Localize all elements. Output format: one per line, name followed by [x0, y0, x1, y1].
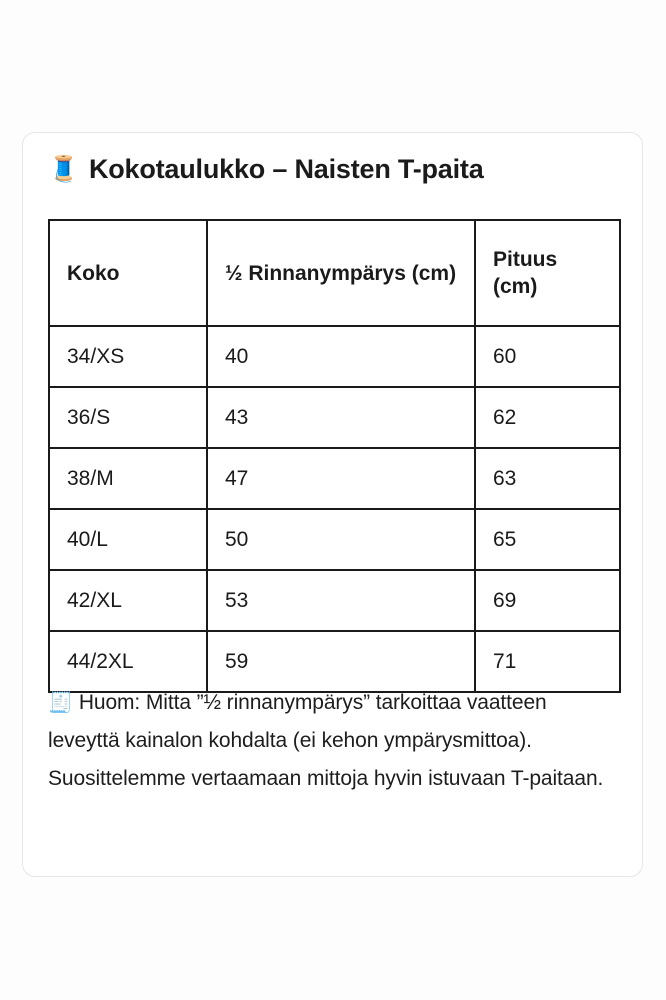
size-chart-card [22, 132, 643, 877]
cell-koko: 42/XL [49, 570, 207, 631]
cell-pituus: 71 [475, 631, 620, 692]
column-header-rinnanymparys: ½ Rinnanympärys (cm) [207, 220, 475, 326]
page-title-text: Kokotaulukko – Naisten T-paita [88, 154, 484, 184]
table-row [49, 448, 620, 509]
cell-koko: 34/XS [49, 326, 207, 387]
cell-pituus: 65 [475, 509, 620, 570]
cell-rinnanymparys: 43 [207, 387, 475, 448]
cell-koko: 38/M [49, 448, 207, 509]
table-header [49, 220, 620, 326]
document-icon: 🧾 [48, 692, 73, 714]
cell-rinnanymparys: 50 [207, 509, 475, 570]
cell-pituus: 62 [475, 387, 620, 448]
table-row [49, 387, 620, 448]
table-row [49, 509, 620, 570]
table-row [49, 326, 620, 387]
cell-rinnanymparys: 47 [207, 448, 475, 509]
table-header-row [49, 220, 620, 326]
cell-pituus: 69 [475, 570, 620, 631]
cell-koko: 40/L [49, 509, 207, 570]
thread-spool-icon: 🧵 [48, 154, 79, 183]
column-header-pituus: Pituus (cm) [475, 220, 620, 326]
table-row [49, 570, 620, 631]
measurement-note [48, 684, 621, 798]
cell-koko: 36/S [49, 387, 207, 448]
size-table-container [48, 219, 619, 693]
size-table [48, 219, 621, 693]
cell-rinnanymparys: 59 [207, 631, 475, 692]
cell-pituus: 63 [475, 448, 620, 509]
cell-pituus: 60 [475, 326, 620, 387]
column-header-koko: Koko [49, 220, 207, 326]
cell-rinnanymparys: 40 [207, 326, 475, 387]
cell-rinnanymparys: 53 [207, 570, 475, 631]
measurement-note-text: Huom: Mitta ”½ rinnanympärys” tarkoittaa vaatteen leveyttä kainalon kohdalta (ei kehon ympärysmittoa). Suosittelemme vertaamaan mittoja hyvin istuvaan T-paitaan. [48, 691, 604, 790]
table-body [49, 326, 620, 692]
table-row [49, 631, 620, 692]
page-title [48, 151, 624, 187]
cell-koko: 44/2XL [49, 631, 207, 692]
